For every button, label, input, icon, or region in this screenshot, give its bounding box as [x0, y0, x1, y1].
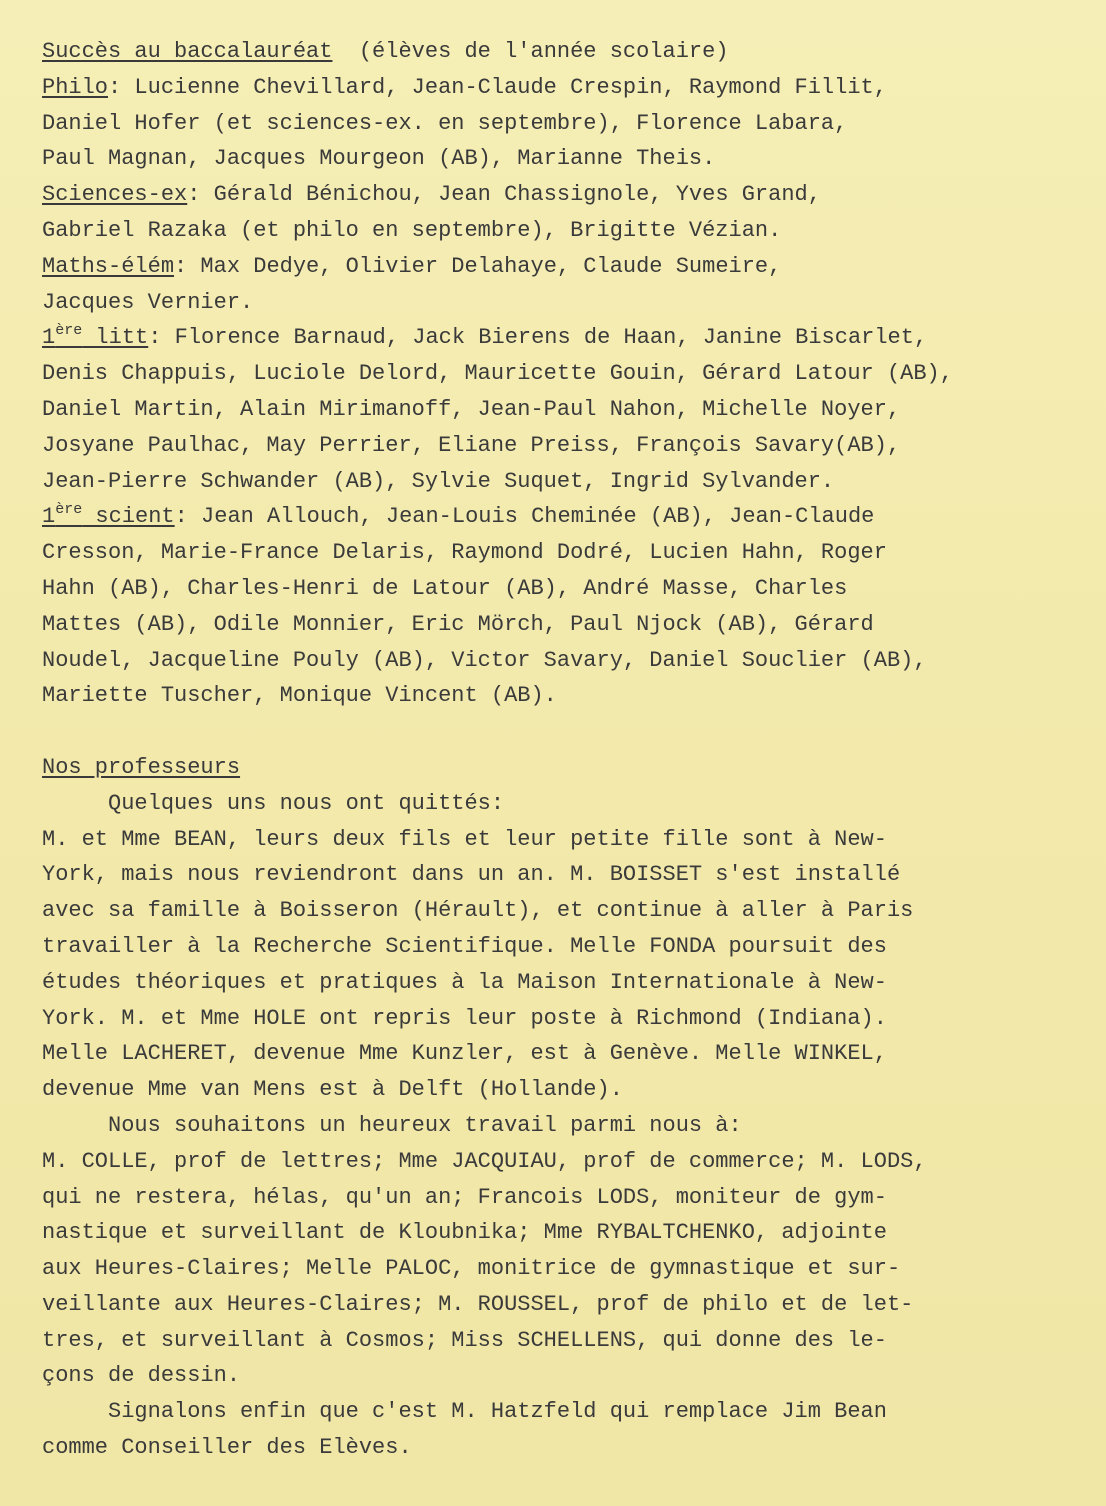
profs-intro-2: Nous souhaitons un heureux travail parmi nous à: — [42, 1112, 742, 1138]
litt-line-5: Jean-Pierre Schwander (AB), Sylvie Suquet, Ingrid Sylvander. — [42, 468, 835, 494]
scient-line-3: Hahn (AB), Charles-Henri de Latour (AB), André Masse, Charles — [42, 575, 848, 601]
para1-line: M. et Mme BEAN, leurs deux fils et leur petite fille sont à New- — [42, 826, 887, 852]
philo-line-3: Paul Magnan, Jacques Mourgeon (AB), Marianne Theis. — [42, 146, 716, 172]
scient-line-2: Cresson, Marie-France Delaris, Raymond Dodré, Lucien Hahn, Roger — [42, 540, 887, 566]
scient-line-1: 1ère scient: Jean Allouch, Jean-Louis Cheminée (AB), Jean-Claude — [42, 501, 875, 530]
maths-label: Maths-élém — [42, 253, 175, 279]
bac-heading — [42, 34, 1082, 70]
para1-line: études théoriques et pratiques à la Maison Internationale à New- — [42, 969, 887, 995]
para2-line: M. COLLE, prof de lettres; Mme JACQUIAU, prof de commerce; M. LODS, — [42, 1148, 927, 1174]
para2-line: çons de dessin. — [42, 1363, 241, 1389]
scient-line-4: Mattes (AB), Odile Monnier, Eric Mörch, Paul Njock (AB), Gérard — [42, 611, 874, 637]
document-text — [42, 34, 1082, 1466]
scient-label: 1ère scient — [42, 501, 175, 530]
bac-title-note: (élèves de l'année scolaire) — [332, 39, 729, 64]
para3-line: comme Conseiller des Elèves. — [42, 1435, 412, 1461]
sciences-line-2: Gabriel Razaka (et philo en septembre), Brigitte Vézian. — [42, 217, 782, 243]
philo-label: Philo — [42, 74, 109, 100]
litt-label: 1ère litt — [42, 322, 149, 351]
litt-line-4: Josyane Paulhac, May Perrier, Eliane Preiss, François Savary(AB), — [42, 432, 901, 458]
sciences-label: Sciences-ex — [42, 182, 188, 208]
para1-line: devenue Mme van Mens est à Delft (Hollande). — [42, 1077, 623, 1103]
para2-line: veillante aux Heures-Claires; M. ROUSSEL, prof de philo et de let- — [42, 1291, 914, 1317]
philo-line-1: Philo: Lucienne Chevillard, Jean-Claude Crespin, Raymond Fillit, — [42, 74, 887, 100]
para2-line: aux Heures-Claires; Melle PALOC, monitrice de gymnastique et sur- — [42, 1256, 901, 1282]
sciences-line-1: Sciences-ex: Gérald Bénichou, Jean Chassignole, Yves Grand, — [42, 182, 821, 208]
litt-line-2: Denis Chappuis, Luciole Delord, Mauricette Gouin, Gérard Latour (AB), — [42, 361, 953, 387]
maths-line-2: Jacques Vernier. — [42, 289, 254, 315]
para2-line: qui ne restera, hélas, qu'un an; Francois LODS, moniteur de gym- — [42, 1184, 887, 1210]
bac-title: Succès au baccalauréat — [42, 39, 333, 64]
profs-intro-1: Quelques uns nous ont quittés: — [42, 790, 505, 816]
para2-line: tres, et surveillant à Cosmos; Miss SCHELLENS, qui donne des le- — [42, 1327, 887, 1353]
litt-line-3: Daniel Martin, Alain Mirimanoff, Jean-Paul Nahon, Michelle Noyer, — [42, 396, 901, 422]
philo-line-2: Daniel Hofer (et sciences-ex. en septembre), Florence Labara, — [42, 110, 848, 136]
section-spacer — [42, 714, 1082, 750]
para1-line: travailler à la Recherche Scientifique. Melle FONDA poursuit des — [42, 933, 887, 959]
profs-heading — [42, 750, 1082, 786]
litt-line-1: 1ère litt: Florence Barnaud, Jack Bierens de Haan, Janine Biscarlet, — [42, 322, 928, 351]
para2-line: nastique et surveillant de Kloubnika; Mme RYBALTCHENKO, adjointe — [42, 1220, 887, 1246]
para3-line: Signalons enfin que c'est M. Hatzfeld qui remplace Jim Bean — [42, 1399, 887, 1425]
maths-line-1: Maths-élém: Max Dedye, Olivier Delahaye, Claude Sumeire, — [42, 253, 782, 279]
scient-line-5: Noudel, Jacqueline Pouly (AB), Victor Savary, Daniel Souclier (AB), — [42, 647, 927, 673]
para1-line: York. M. et Mme HOLE ont repris leur poste à Richmond (Indiana). — [42, 1005, 887, 1031]
para1-line: Melle LACHERET, devenue Mme Kunzler, est à Genève. Melle WINKEL, — [42, 1041, 887, 1067]
para1-line: avec sa famille à Boisseron (Hérault), et continue à aller à Paris — [42, 898, 914, 924]
para1-line: York, mais nous reviendront dans un an. M. BOISSET s'est installé — [42, 862, 901, 888]
scient-line-6: Mariette Tuscher, Monique Vincent (AB). — [42, 683, 557, 709]
profs-title: Nos professeurs — [42, 754, 241, 780]
